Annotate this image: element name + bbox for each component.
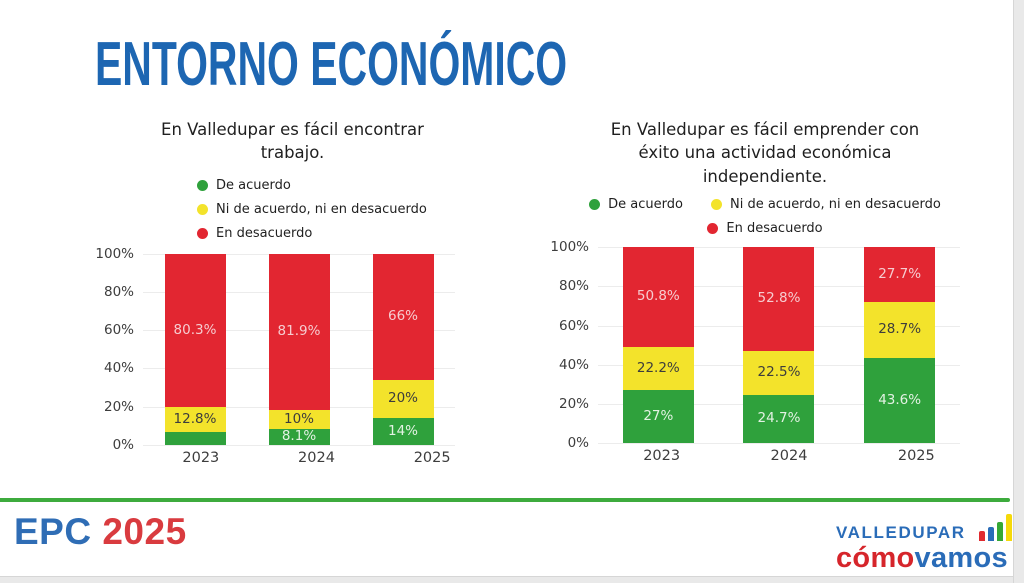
bar-chart-icon-bar — [997, 522, 1003, 541]
legend-label: Ni de acuerdo, ni en desacuerdo — [729, 197, 941, 213]
bar-slot — [165, 254, 226, 445]
segment-value-label: 27.7% — [878, 265, 922, 282]
stacked-bar — [623, 247, 694, 443]
segment-value-label: 10% — [283, 411, 314, 428]
legend-label: De acuerdo — [216, 177, 291, 193]
epc-label: EPC — [14, 511, 92, 552]
logo-comovamos-text — [836, 544, 1012, 573]
y-axis-tick: 0% — [112, 436, 134, 453]
window-right-edge — [1013, 0, 1024, 583]
chart-legend — [565, 197, 965, 236]
segment-value-label: 24.7% — [757, 410, 801, 427]
y-axis-tick: 100% — [550, 239, 589, 256]
legend-item — [711, 197, 941, 212]
bar-chart-icon-bar — [988, 527, 994, 541]
x-axis-label: 2024 — [770, 448, 808, 465]
x-axis-label: 2023 — [182, 449, 220, 466]
chart-block-trabajo — [95, 118, 490, 466]
bar-chart-icon — [979, 513, 1012, 541]
x-axis-labels — [143, 450, 490, 466]
bar-segment — [165, 254, 226, 407]
legend-item — [197, 202, 427, 217]
y-axis-tick: 40% — [558, 356, 589, 373]
stacked-bar — [165, 254, 226, 445]
chart-title: En Valledupar es fácil emprender con éxito una actividad económica independiente. — [610, 120, 920, 186]
segment-value-label: 22.2% — [636, 359, 680, 376]
bar-slot — [623, 247, 694, 443]
legend-item — [197, 226, 312, 241]
bar-segment — [864, 247, 935, 301]
gridline — [143, 445, 455, 446]
legend-item — [707, 221, 822, 236]
legend-dot — [711, 199, 722, 210]
bars — [598, 247, 960, 443]
bar-segment — [864, 358, 935, 443]
bar-segment — [743, 351, 814, 395]
window-bottom-edge — [0, 576, 1013, 583]
bar-segment — [269, 410, 330, 429]
y-axis-tick: 40% — [103, 360, 134, 377]
stacked-bar — [743, 247, 814, 443]
legend-dot — [197, 228, 208, 239]
x-axis-label: 2025 — [413, 449, 451, 466]
bar-segment — [623, 247, 694, 347]
bar-segment — [743, 395, 814, 443]
segment-value-label: 43.6% — [878, 391, 922, 408]
bar-slot — [743, 247, 814, 443]
legend-label: En desacuerdo — [726, 221, 823, 237]
y-axis-tick: 20% — [103, 398, 134, 415]
legend-label: Ni de acuerdo, ni en desacuerdo — [216, 201, 427, 217]
bar-segment — [373, 254, 434, 380]
y-axis-tick: 100% — [95, 245, 134, 262]
stacked-bar — [373, 254, 434, 445]
valledupar-comovamos-logo — [836, 513, 1012, 573]
segment-value-label: 20% — [387, 390, 418, 407]
y-axis-tick: 80% — [558, 278, 589, 295]
y-axis-tick: 80% — [103, 284, 134, 301]
legend-dot — [707, 223, 718, 234]
logo-top-row — [836, 513, 1012, 541]
bar-segment — [269, 254, 330, 410]
segment-value-label: 50.8% — [636, 288, 680, 305]
x-axis — [550, 448, 980, 464]
legend-dot — [197, 204, 208, 215]
bar-slot — [269, 254, 330, 445]
segment-value-label: 81.9% — [277, 323, 321, 340]
bar-chart-icon-bar — [1006, 514, 1012, 541]
stacked-bar — [269, 254, 330, 445]
chart-title: En Valledupar es fácil encontrar trabajo. — [161, 120, 424, 163]
epc-footer-text — [14, 511, 187, 553]
y-axis-tick: 0% — [567, 435, 589, 452]
bar-slot — [864, 247, 935, 443]
stacked-bar-chart — [550, 239, 980, 465]
chart-legend — [95, 178, 490, 241]
legend-label: De acuerdo — [608, 197, 683, 213]
bar-segment — [269, 429, 330, 444]
plot-area — [598, 247, 960, 443]
bar-segment — [165, 407, 226, 431]
bar-segment — [373, 380, 434, 418]
legend-dot — [589, 199, 600, 210]
legend-item — [197, 178, 291, 193]
plot-area — [143, 254, 455, 445]
legend-label: En desacuerdo — [216, 225, 313, 241]
segment-value-label: 80.3% — [173, 321, 217, 338]
x-axis-label: 2025 — [897, 448, 935, 465]
y-axis-tick: 60% — [558, 317, 589, 334]
bar-segment — [623, 347, 694, 391]
bar-segment — [743, 247, 814, 350]
logo-como: cómo — [836, 542, 915, 574]
segment-value-label: 27% — [643, 408, 674, 425]
bar-segment — [623, 390, 694, 443]
segment-value-label: 14% — [387, 422, 418, 439]
y-axis-tick: 60% — [103, 322, 134, 339]
y-axis — [550, 239, 598, 452]
stacked-bar-chart — [95, 245, 490, 466]
segment-value-label: 22.5% — [757, 364, 801, 381]
gridline — [598, 443, 960, 444]
footer-divider-line — [0, 498, 1010, 502]
page-title: ENTORNO ECONÓMICO — [95, 30, 568, 99]
x-axis-labels — [598, 448, 980, 464]
bar-chart-icon-bar — [979, 531, 985, 541]
bar-segment — [373, 418, 434, 445]
bar-slot — [373, 254, 434, 445]
segment-value-label: 66% — [387, 308, 418, 325]
x-axis-label: 2023 — [643, 448, 681, 465]
stacked-bar — [864, 247, 935, 443]
bar-segment — [165, 432, 226, 445]
segment-value-label: 12.8% — [173, 410, 217, 427]
legend-item — [589, 197, 683, 212]
x-axis-label: 2024 — [298, 449, 335, 466]
y-axis-tick: 20% — [558, 396, 589, 413]
bar-segment — [864, 302, 935, 358]
segment-value-label: 52.8% — [757, 290, 801, 307]
chart-plot-row — [95, 245, 455, 453]
legend-dot — [197, 180, 208, 191]
x-axis — [95, 450, 490, 466]
bars — [143, 254, 455, 445]
segment-value-label: 28.7% — [878, 320, 922, 337]
logo-vamos: vamos — [914, 542, 1008, 574]
logo-valledupar-text: VALLEDUPAR — [836, 523, 966, 542]
chart-block-emprender — [550, 118, 980, 464]
epc-year: 2025 — [102, 511, 187, 552]
segment-value-label: 8.1% — [281, 428, 317, 445]
y-axis — [95, 245, 143, 453]
chart-plot-row — [550, 239, 960, 452]
